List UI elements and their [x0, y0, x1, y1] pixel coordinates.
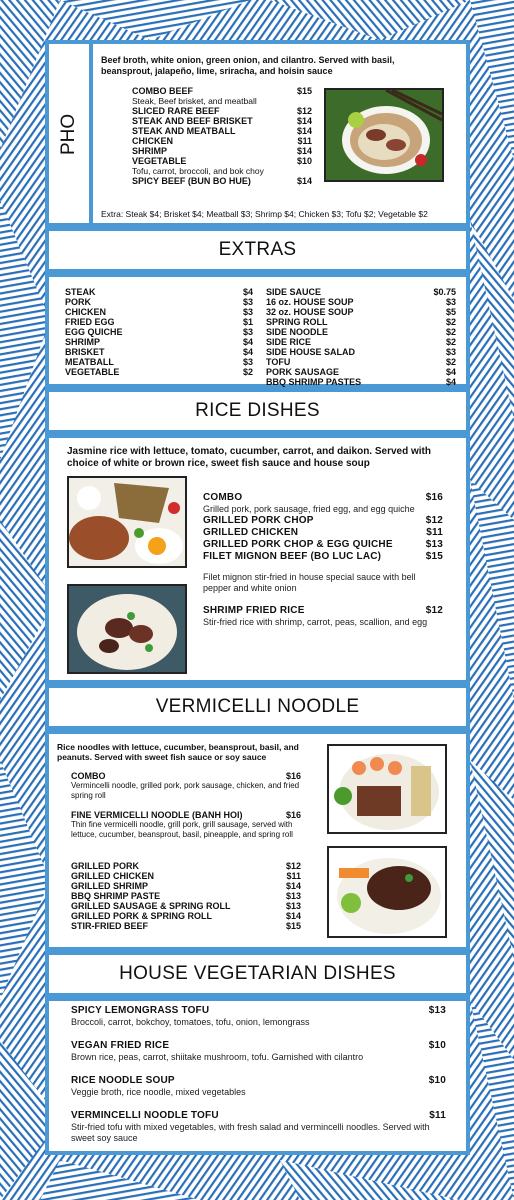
veg-item-desc: Stir-fried tofu with mixed vegetables, with fresh salad and vermincelli noodles. Served with sweet soy sauce [71, 1122, 430, 1143]
rice-item-desc: Grilled pork, pork sausage, fried egg, and egg quiche [203, 504, 415, 514]
rice-item: GRILLED PORK CHOP & EGG QUICHE $13 [203, 539, 443, 550]
extras-item: BBQ SHRIMP PASTES $4 [266, 377, 456, 387]
rice-shrimp [203, 605, 443, 628]
pho-side-label-box [49, 44, 93, 227]
pho-panel [45, 40, 470, 227]
vermicelli-item-desc: Vermincelli noodle, grilled pork, pork sausage, chicken, and fried spring roll [71, 781, 300, 800]
veg-list [71, 1005, 446, 1144]
extras-item: SHRIMP $4 [65, 337, 253, 347]
rice-item: GRILLED PORK CHOP $12 [203, 515, 443, 526]
pho-item: COMBO BEEF $15 [132, 86, 312, 96]
pho-item: SHRIMP $14 [132, 146, 312, 156]
veg-panel [45, 997, 470, 1155]
vermicelli-photo-2 [327, 846, 447, 938]
extras-right-list [266, 287, 456, 387]
pho-item: CHICKEN $11 [132, 136, 312, 146]
extras-item: STEAK $4 [65, 287, 253, 297]
veg-item-desc: Veggie broth, rice noodle, mixed vegetables [71, 1087, 246, 1097]
extras-left-list [65, 287, 253, 377]
extras-panel [45, 273, 470, 388]
extras-item: SIDE NOODLE $2 [266, 327, 456, 337]
pho-item: STEAK AND MEATBALL $14 [132, 126, 312, 136]
vermicelli-header: VERMICELLI NOODLE [45, 684, 470, 730]
pho-intro: Beef broth, white onion, green onion, and cilantro. Served with basil, beansprout, jalapeño, lime, sriracha, and hoisin sauce [101, 55, 395, 76]
pho-side-label: PHO [58, 113, 79, 155]
pho-photo [324, 88, 444, 182]
vermicelli-top-items [71, 771, 301, 840]
vermicelli-item: GRILLED PORK $12 [71, 861, 301, 871]
extras-item: PORK SAUSAGE $4 [266, 367, 456, 377]
vermicelli-item-desc: Thin fine vermicelli noodle, grill pork, grill sausage, served with lettuce, cucumber, beansprout, basil, pineapple, and spring roll [71, 820, 293, 839]
vermicelli-item: COMBO $16 [71, 771, 301, 781]
vermicelli-item: STIR-FRIED BEEF $15 [71, 921, 301, 931]
rice-item: SHRIMP FRIED RICE $12 [203, 605, 443, 616]
veg-item-desc: Broccoli, carrot, bokchoy, tomatoes, tofu, onion, lemongrass [71, 1017, 310, 1027]
vermicelli-item: GRILLED SHRIMP $14 [71, 881, 301, 891]
extras-item: BRISKET $4 [65, 347, 253, 357]
vermicelli-item: GRILLED SAUSAGE & SPRING ROLL $13 [71, 901, 301, 911]
extras-item: FRIED EGG $1 [65, 317, 253, 327]
extras-item: 16 oz. HOUSE SOUP $3 [266, 297, 456, 307]
extras-item: EGG QUICHE $3 [65, 327, 253, 337]
extras-item: SIDE HOUSE SALAD $3 [266, 347, 456, 357]
vermicelli-item: GRILLED PORK & SPRING ROLL $14 [71, 911, 301, 921]
extras-header: EXTRAS [45, 227, 470, 273]
vermicelli-intro: Rice noodles with lettuce, cucumber, beansprout, basil, and peanuts. Served with sweet fish sauce or soy sauce [57, 742, 299, 762]
extras-item: SPRING ROLL $2 [266, 317, 456, 327]
extras-item: TOFU $2 [266, 357, 456, 367]
extras-item: PORK $3 [65, 297, 253, 307]
rice-combo-photo [67, 476, 187, 568]
extras-item: MEATBALL $3 [65, 357, 253, 367]
rice-items [203, 492, 443, 563]
vermicelli-panel [45, 730, 470, 951]
rice-item: GRILLED CHICKEN $11 [203, 527, 443, 538]
rice-intro: Jasmine rice with lettuce, tomato, cucumber, carrot, and daikon. Served with choice of white or brown rice, sweet fish sauce and house soup [67, 446, 431, 469]
vermicelli-item: FINE VERMICELLI NOODLE (BANH HOI) $16 [71, 810, 301, 820]
pho-extra-note: Extra: Steak $4; Brisket $4; Meatball $3; Shrimp $4; Chicken $3; Tofu $2; Vegetable $2 [101, 209, 428, 219]
rice-filet-desc: Filet mignon stir-fried in house special sauce with bell pepper and white onion [203, 572, 416, 593]
vermicelli-list [71, 861, 301, 931]
extras-item: SIDE SAUCE $0.75 [266, 287, 456, 297]
vermicelli-photo-1 [327, 744, 447, 834]
pho-item: STEAK AND BEEF BRISKET $14 [132, 116, 312, 126]
rice-item: FILET MIGNON BEEF (BO LUC LAC) $15 [203, 551, 443, 562]
extras-item: 32 oz. HOUSE SOUP $5 [266, 307, 456, 317]
vermicelli-item: GRILLED CHICKEN $11 [71, 871, 301, 881]
veg-header: HOUSE VEGETARIAN DISHES [45, 951, 470, 997]
pho-item-list [132, 86, 312, 186]
rice-panel [45, 434, 470, 684]
rice-shrimp-photo [67, 584, 187, 674]
veg-item: RICE NOODLE SOUP $10 [71, 1075, 446, 1086]
pho-item: VEGETABLE $10 [132, 156, 312, 166]
veg-item: VEGAN FRIED RICE $10 [71, 1040, 446, 1051]
extras-item: CHICKEN $3 [65, 307, 253, 317]
pho-item-desc: Steak, Beef brisket, and meatball [132, 96, 257, 106]
rice-header: RICE DISHES [45, 388, 470, 434]
extras-item: VEGETABLE $2 [65, 367, 253, 377]
rice-item-desc: Stir-fried rice with shrimp, carrot, peas, scallion, and egg [203, 617, 428, 627]
veg-item-desc: Brown rice, peas, carrot, shiitake mushroom, tofu. Garnished with cilantro [71, 1052, 364, 1062]
veg-item: VERMINCELLI NOODLE TOFU $11 [71, 1110, 446, 1121]
pho-item: SLICED RARE BEEF $12 [132, 106, 312, 116]
vermicelli-item: BBQ SHRIMP PASTE $13 [71, 891, 301, 901]
veg-item: SPICY LEMONGRASS TOFU $13 [71, 1005, 446, 1016]
pho-item-desc: Tofu, carrot, broccoli, and bok choy [132, 166, 264, 176]
rice-item: COMBO $16 [203, 492, 443, 503]
extras-item: SIDE RICE $2 [266, 337, 456, 347]
pho-item: SPICY BEEF (BUN BO HUE) $14 [132, 176, 312, 186]
